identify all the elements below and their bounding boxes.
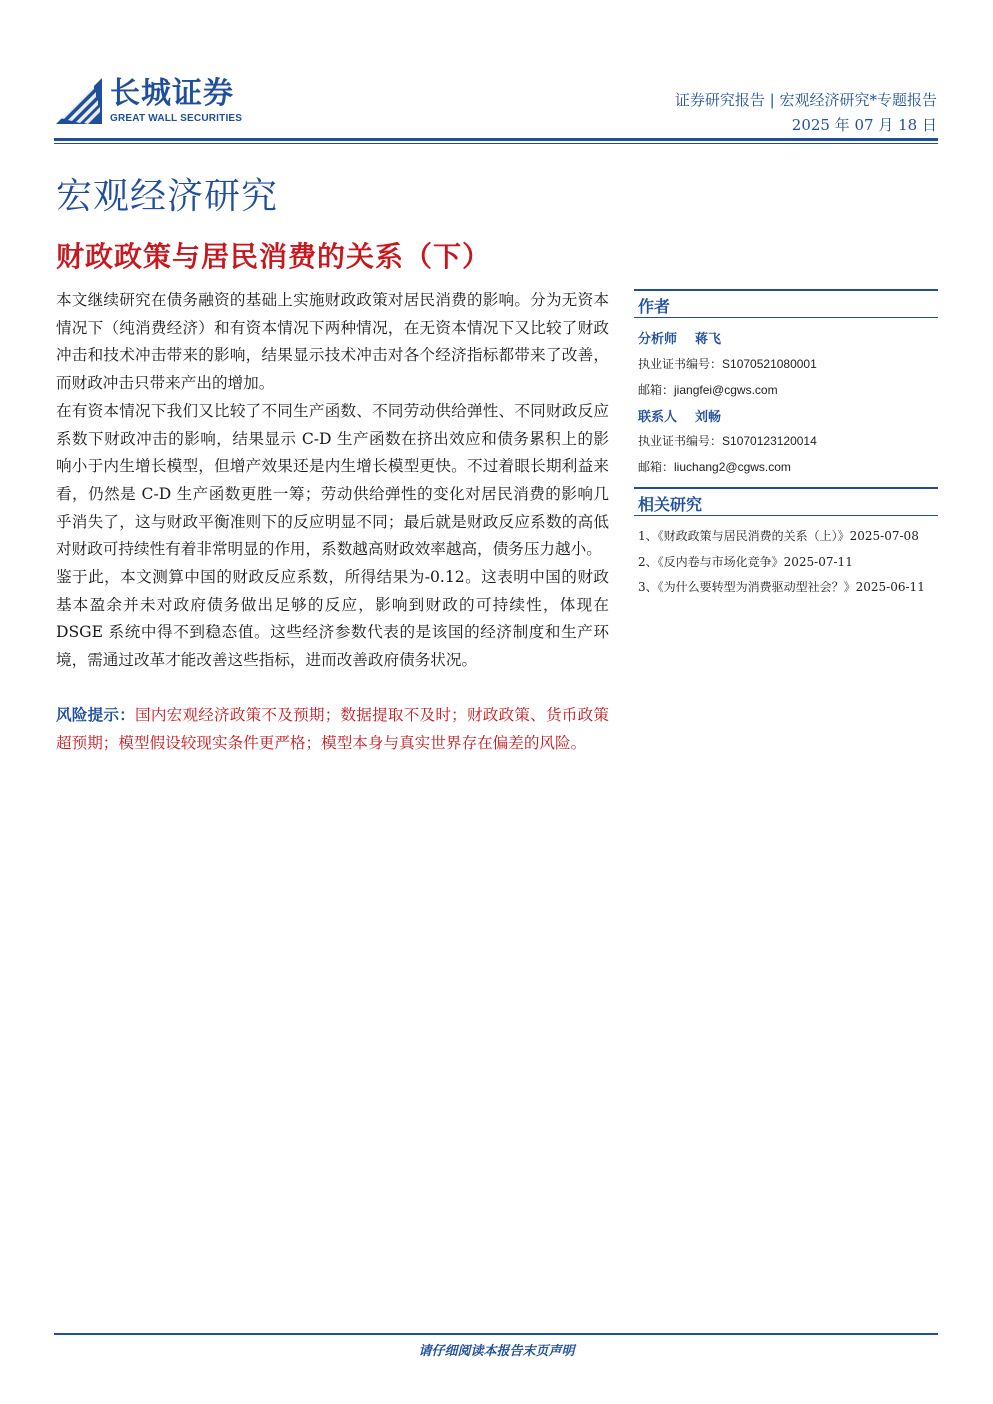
abstract-paragraph: 本文继续研究在债务融资的基础上实施财政政策对居民消费的影响。分为无资本情况下（纯消费经济）和有资本情况下两种情况，在无资本情况下又比较了财政冲击和技术冲击带来的影响，结果显示技术冲击对各个经济指标都带来了改善，而财政冲击只带来产出的增加。 [56,291,609,393]
cert-number: S1070521080001 [722,357,817,371]
risk-warning [56,701,609,757]
contact-role: 联系人 [638,410,678,425]
contact-email [638,458,791,475]
analyst-cert [638,355,817,372]
email-link[interactable]: jiangfei@cgws.com [674,383,778,397]
related-heading-underline [634,515,938,516]
report-date: 2025 年 07 月 18 日 [791,116,937,134]
related-report-link[interactable]: 2、《反内卷与市场化竞争》2025-07-11 [638,555,853,569]
report-title: 财政政策与居民消费的关系（下） [56,240,492,273]
abstract-paragraph: 鉴于此，本文测算中国的财政反应系数，所得结果为-0.12。这表明中国的财政基本盈余并未对政府债务做出足够的反应，影响到财政的可持续性，体现在 DSGE 系统中得不到稳态值。这些经济参数代表的是该国的经济制度和生产环境，需通过改革才能改善这些指标，进而改善政府债务状况。 [56,568,609,670]
contact-cert [638,432,817,449]
cert-label: 执业证书编号： [638,357,723,371]
risk-text: 国内宏观经济政策不及预期；数据提取不及时；财政政策、货币政策超预期；模型假设较现实条件更严格；模型本身与真实世界存在偏差的风险。 [56,706,609,752]
cert-number: S1070123120014 [722,434,817,448]
footer-divider [54,1333,938,1335]
email-label: 邮箱： [638,460,675,474]
abstract-paragraph: 在有资本情况下我们又比较了不同生产函数、不同劳动供给弹性、不同财政反应系数下财政冲击的影响，结果显示 C-D 生产函数在挤出效应和债务累积上的影响小于内生增长模型，但增产效果还是内生增长模型更快。不过着眼长期利益来看，仍然是 C-D 生产函数更胜一筹；劳动供给弹性的变化对居民消费的影响几乎消失了，这与财政平衡准则下的反应明显不同；最后就是财政反应系数的高低对财政可持续性有着非常明显的作用，系数越高财政效率越高，债务压力越小。 [56,401,609,559]
header-divider [54,138,938,141]
related-report-link[interactable]: 3、《为什么要转型为消费驱动型社会？》2025-06-11 [638,580,925,594]
analyst-role: 分析师 [638,332,678,347]
great-wall-logo-icon [56,78,102,124]
authors-heading: 作者 [638,297,671,316]
related-heading-rule [634,487,938,489]
analyst-name: 蒋飞 [695,332,722,347]
brand-name-en: GREAT WALL SECURITIES [110,113,243,124]
email-label: 邮箱： [638,383,675,397]
brand-name-cn: 长城证券 [110,76,234,111]
analyst-line [638,328,721,347]
footer-disclaimer: 请仔细阅读本报告末页声明 [418,1344,575,1359]
related-report-link[interactable]: 1、《财政政策与居民消费的关系（上）》2025-07-08 [638,529,919,543]
abstract [56,287,609,675]
authors-heading-rule [634,289,938,291]
report-type: 证券研究报告 | 宏观经济研究*专题报告 [674,91,937,109]
authors-heading-underline [634,317,938,318]
section-title: 宏观经济研究 [56,176,279,217]
analyst-email [638,381,778,398]
contact-line [638,406,721,425]
related-heading: 相关研究 [638,495,703,514]
cert-label: 执业证书编号： [638,434,723,448]
risk-label: 风险提示： [56,705,136,724]
header-divider-thin [54,143,938,144]
email-link[interactable]: liuchang2@cgws.com [674,460,791,474]
contact-name: 刘畅 [695,410,722,425]
